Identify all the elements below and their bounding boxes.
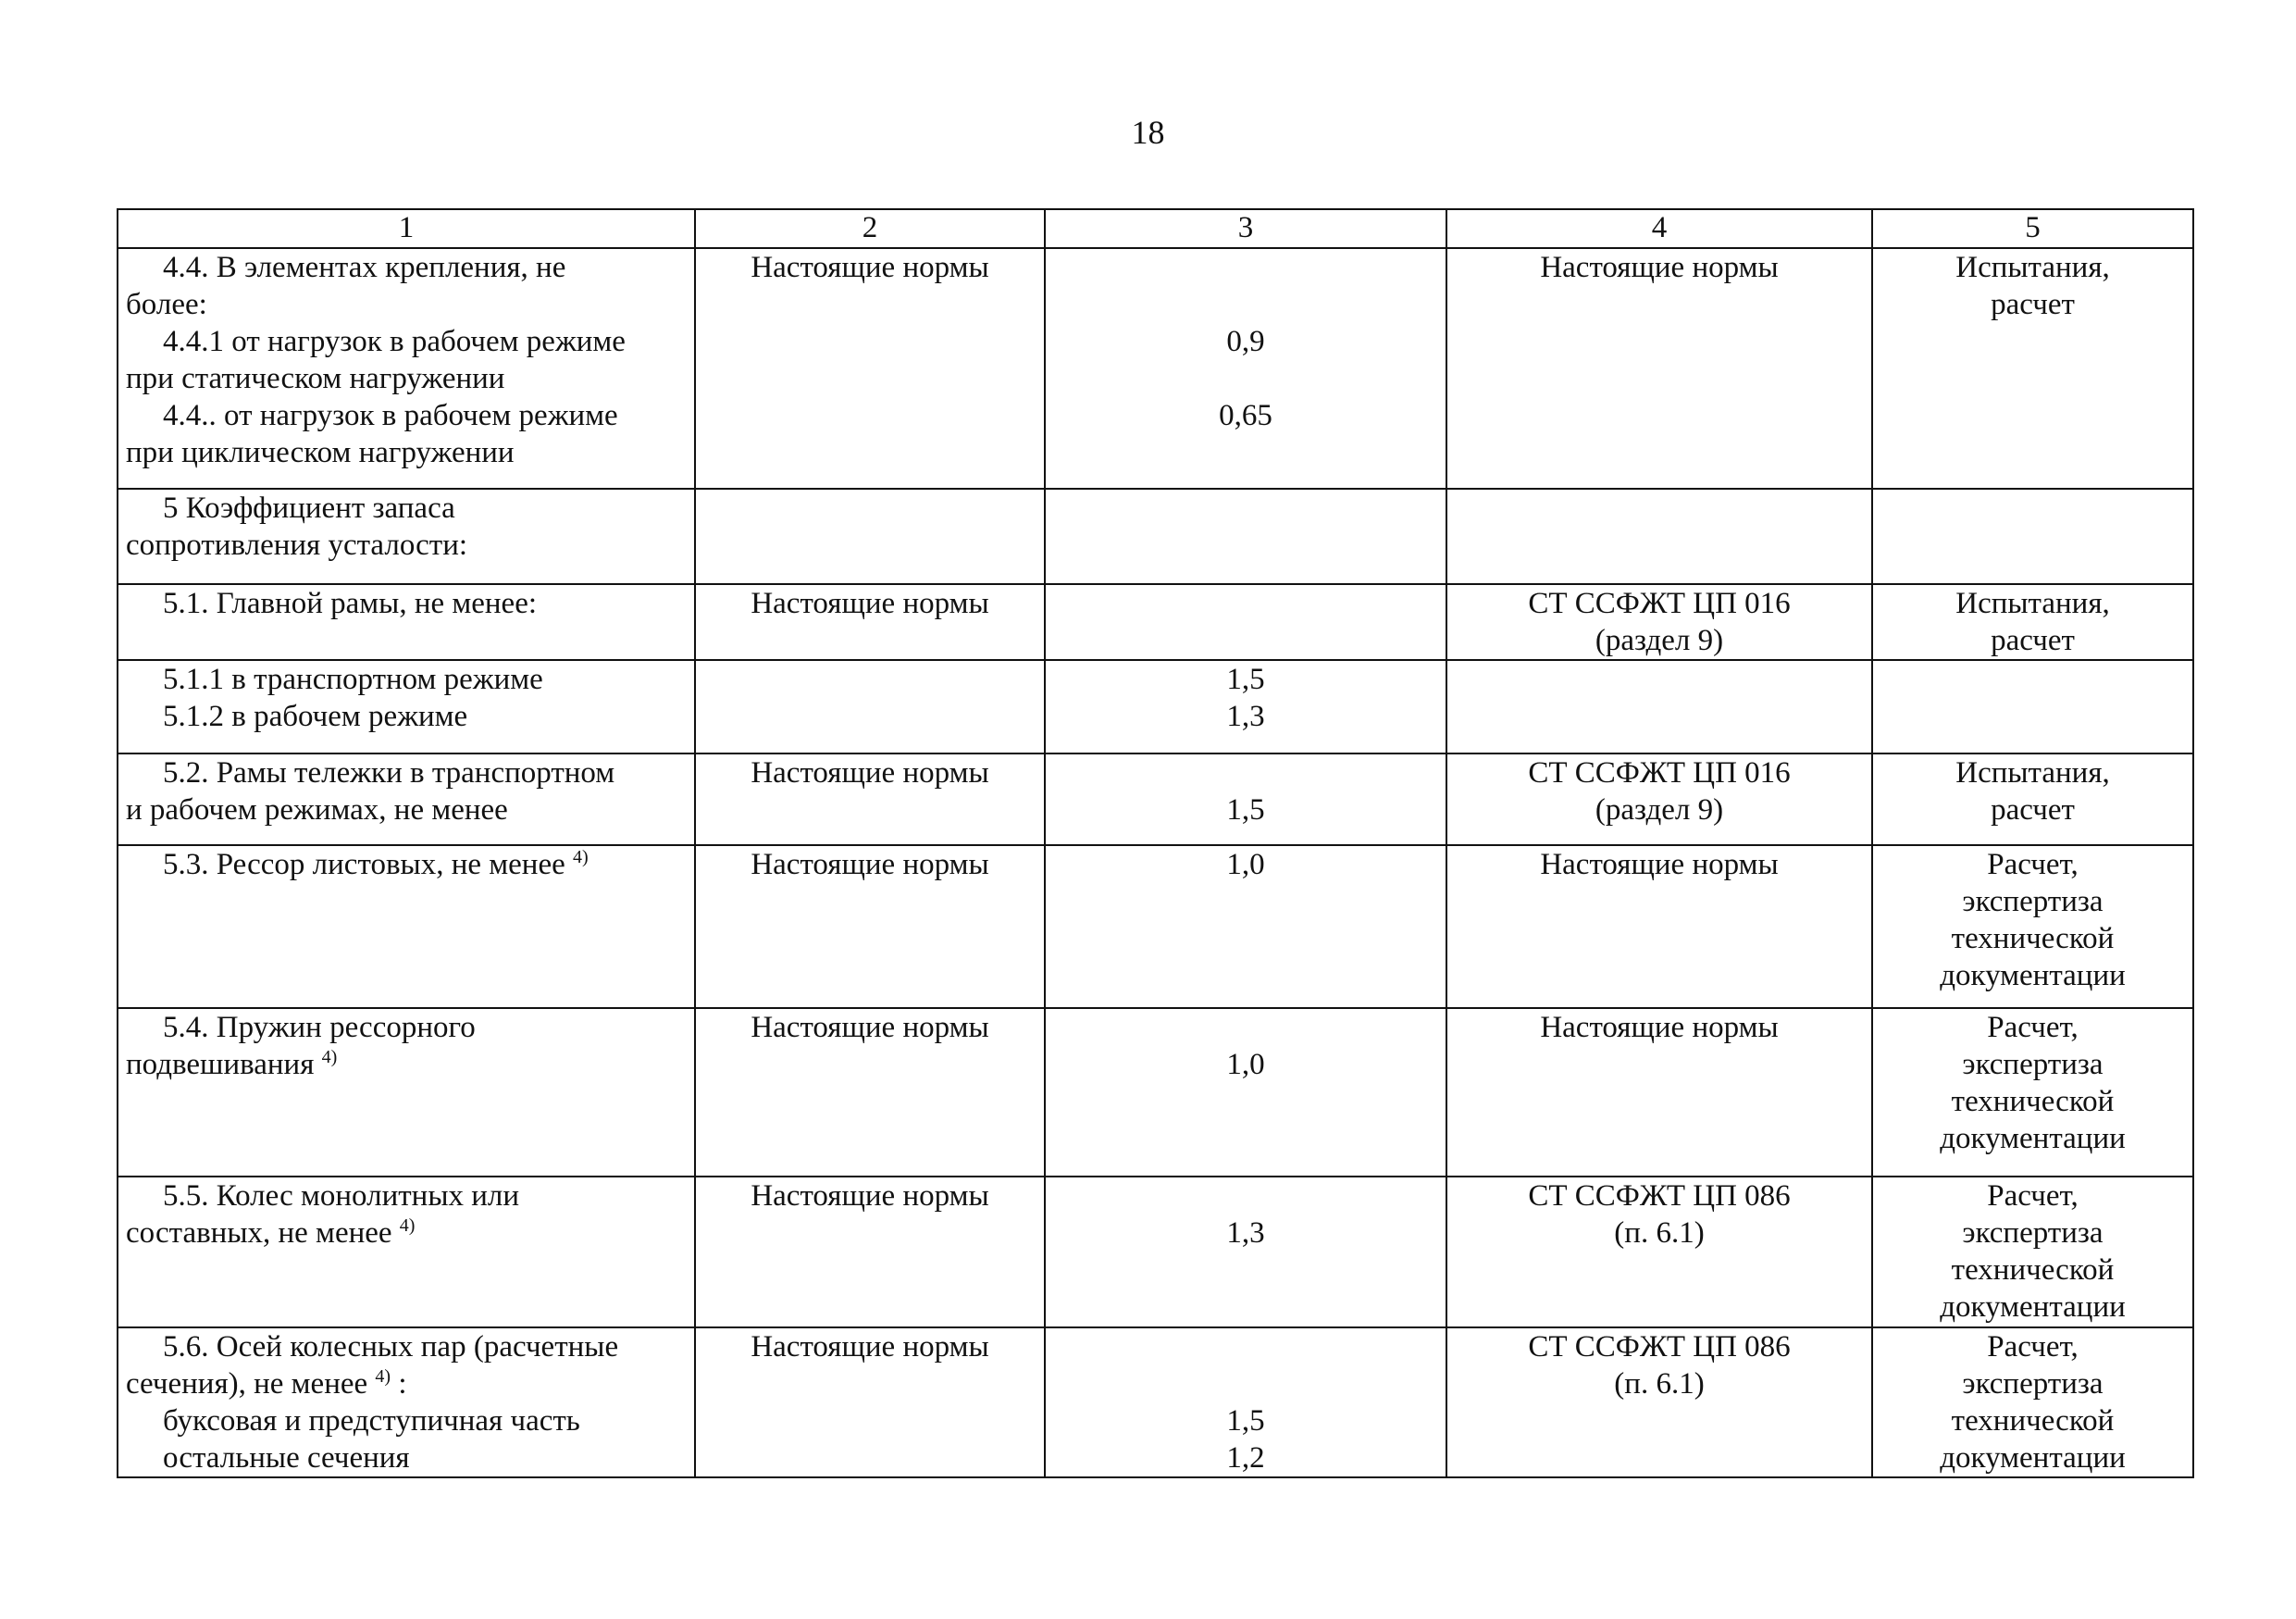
cell-line: 1,0 bbox=[1226, 848, 1265, 881]
cell-line bbox=[1053, 249, 1438, 286]
footnote-mark: 4) bbox=[321, 1047, 338, 1067]
cell-line: Настоящие нормы bbox=[751, 1011, 989, 1044]
cell-line bbox=[1053, 360, 1438, 397]
cell-line: 4.4.1 от нагрузок в рабочем режиме bbox=[163, 325, 626, 358]
cell-line: технической bbox=[1951, 1085, 2115, 1118]
cell-line bbox=[1053, 754, 1438, 791]
cell-line: 0,9 bbox=[1226, 325, 1265, 358]
cell-line: технической bbox=[1951, 1404, 2115, 1438]
parameter-cell bbox=[118, 584, 695, 660]
cell-line: (раздел 9) bbox=[1595, 793, 1724, 827]
cell-line: экспертиза bbox=[1962, 1216, 2104, 1250]
cell-line: Расчет, bbox=[1987, 848, 2079, 881]
cell-line: 5.5. Колес монолитных или bbox=[163, 1179, 520, 1213]
footnote-mark: 4) bbox=[375, 1366, 391, 1387]
parameter-cell bbox=[118, 660, 695, 753]
cell-line bbox=[1053, 1365, 1438, 1402]
table-row bbox=[118, 1177, 2193, 1327]
reference-cell bbox=[1446, 1177, 1872, 1327]
parameter-cell bbox=[118, 1327, 695, 1477]
value-cell bbox=[1045, 248, 1446, 489]
cell-line: Настоящие нормы bbox=[751, 251, 989, 284]
header-cell: 5 bbox=[1872, 209, 2193, 248]
reference-cell bbox=[1446, 1327, 1872, 1477]
value-cell bbox=[1045, 1177, 1446, 1327]
method-cell bbox=[1872, 584, 2193, 660]
cell-line: 1,5 bbox=[1226, 663, 1265, 696]
table-row bbox=[118, 584, 2193, 660]
cell-line: 1,0 bbox=[1226, 1048, 1265, 1081]
cell-line bbox=[126, 1046, 687, 1083]
source-cell bbox=[695, 1177, 1045, 1327]
cell-line: Расчет, bbox=[1987, 1330, 2079, 1364]
cell-line: 1,3 bbox=[1226, 700, 1265, 733]
cell-line: документации bbox=[1940, 1290, 2126, 1324]
cell-line: расчет bbox=[1991, 288, 2075, 321]
parameter-cell bbox=[118, 753, 695, 845]
reference-cell bbox=[1446, 248, 1872, 489]
method-cell bbox=[1872, 489, 2193, 584]
cell-line bbox=[126, 846, 687, 883]
table-row bbox=[118, 660, 2193, 753]
source-cell bbox=[695, 845, 1045, 1008]
parameter-cell bbox=[118, 1177, 695, 1327]
table-row bbox=[118, 1008, 2193, 1177]
cell-text: сечения), не менее bbox=[126, 1367, 368, 1401]
source-cell bbox=[695, 248, 1045, 489]
footnote-mark: 4) bbox=[573, 847, 589, 867]
cell-line: при статическом нагружении bbox=[126, 362, 505, 395]
parameter-cell bbox=[118, 845, 695, 1008]
method-cell bbox=[1872, 248, 2193, 489]
reference-cell bbox=[1446, 845, 1872, 1008]
cell-line: 0,65 bbox=[1219, 399, 1272, 432]
method-cell bbox=[1872, 1008, 2193, 1177]
cell-line: Испытания, bbox=[1955, 587, 2110, 620]
cell-line: сопротивления усталости: bbox=[126, 529, 468, 562]
cell-line: 1,3 bbox=[1226, 1216, 1265, 1250]
table-row bbox=[118, 489, 2193, 584]
value-cell bbox=[1045, 1008, 1446, 1177]
value-cell bbox=[1045, 584, 1446, 660]
cell-line: 4.4.. от нагрузок в рабочем режиме bbox=[163, 399, 618, 432]
header-cell: 1 bbox=[118, 209, 695, 248]
cell-line: Настоящие нормы bbox=[1540, 848, 1779, 881]
parameter-cell bbox=[118, 248, 695, 489]
cell-line: Настоящие нормы bbox=[751, 587, 989, 620]
cell-line: технической bbox=[1951, 1253, 2115, 1287]
page-number: 18 bbox=[1131, 114, 1165, 151]
method-cell bbox=[1872, 1177, 2193, 1327]
cell-line: экспертиза bbox=[1962, 885, 2104, 918]
norms-table bbox=[117, 208, 2194, 1478]
footnote-mark: 4) bbox=[399, 1215, 416, 1236]
cell-line: экспертиза bbox=[1962, 1367, 2104, 1401]
value-cell bbox=[1045, 489, 1446, 584]
cell-line: документации bbox=[1940, 959, 2126, 992]
cell-line: документации bbox=[1940, 1122, 2126, 1155]
cell-line: 1,2 bbox=[1226, 1441, 1265, 1475]
cell-line: технической bbox=[1951, 922, 2115, 955]
cell-line: (раздел 9) bbox=[1595, 624, 1724, 657]
value-cell bbox=[1045, 1327, 1446, 1477]
reference-cell bbox=[1446, 584, 1872, 660]
value-cell bbox=[1045, 660, 1446, 753]
method-cell bbox=[1872, 1327, 2193, 1477]
cell-line: при циклическом нагружении bbox=[126, 436, 515, 469]
cell-line bbox=[1053, 1328, 1438, 1365]
reference-cell bbox=[1446, 660, 1872, 753]
source-cell bbox=[695, 584, 1045, 660]
cell-line: Настоящие нормы bbox=[1540, 251, 1779, 284]
table-row bbox=[118, 1327, 2193, 1477]
reference-cell bbox=[1446, 1008, 1872, 1177]
cell-line: (п. 6.1) bbox=[1614, 1367, 1705, 1401]
table-row bbox=[118, 248, 2193, 489]
source-cell bbox=[695, 1327, 1045, 1477]
header-cell: 4 bbox=[1446, 209, 1872, 248]
reference-cell bbox=[1446, 753, 1872, 845]
cell-line: Испытания, bbox=[1955, 251, 2110, 284]
cell-line: расчет bbox=[1991, 624, 2075, 657]
method-cell bbox=[1872, 845, 2193, 1008]
cell-line: Настоящие нормы bbox=[1540, 1011, 1779, 1044]
header-cell: 3 bbox=[1045, 209, 1446, 248]
cell-line: остальные сечения bbox=[163, 1441, 410, 1475]
cell-line: Настоящие нормы bbox=[751, 1179, 989, 1213]
cell-line: документации bbox=[1940, 1441, 2126, 1475]
cell-line: экспертиза bbox=[1962, 1048, 2104, 1081]
source-cell bbox=[695, 1008, 1045, 1177]
source-cell bbox=[695, 489, 1045, 584]
cell-line: Настоящие нормы bbox=[751, 848, 989, 881]
table-row bbox=[118, 845, 2193, 1008]
cell-line: буксовая и предступичная часть bbox=[163, 1404, 580, 1438]
cell-line bbox=[1053, 286, 1438, 323]
parameter-cell bbox=[118, 489, 695, 584]
cell-line: расчет bbox=[1991, 793, 2075, 827]
header-cell: 2 bbox=[695, 209, 1045, 248]
cell-line: СТ ССФЖТ ЦП 086 bbox=[1528, 1330, 1791, 1364]
cell-line: Испытания, bbox=[1955, 756, 2110, 790]
parameter-cell bbox=[118, 1008, 695, 1177]
cell-text: подвешивания bbox=[126, 1048, 315, 1081]
cell-line bbox=[1053, 1009, 1438, 1046]
source-cell bbox=[695, 660, 1045, 753]
cell-line: Настоящие нормы bbox=[751, 756, 989, 790]
cell-line: СТ ССФЖТ ЦП 086 bbox=[1528, 1179, 1791, 1213]
table-header-row bbox=[118, 209, 2193, 248]
cell-text: : bbox=[391, 1367, 407, 1401]
cell-line: 5.6. Осей колесных пар (расчетные bbox=[163, 1330, 619, 1364]
cell-line: Настоящие нормы bbox=[751, 1330, 989, 1364]
cell-line: 1,5 bbox=[1226, 793, 1265, 827]
value-cell bbox=[1045, 753, 1446, 845]
cell-line: 5 Коэффициент запаса bbox=[163, 492, 455, 525]
cell-line: СТ ССФЖТ ЦП 016 bbox=[1528, 756, 1791, 790]
reference-cell bbox=[1446, 489, 1872, 584]
cell-line bbox=[126, 1365, 687, 1402]
cell-line: Расчет, bbox=[1987, 1011, 2079, 1044]
cell-line: Расчет, bbox=[1987, 1179, 2079, 1213]
cell-line: 5.1.1 в транспортном режиме bbox=[163, 663, 543, 696]
cell-line: 1,5 bbox=[1226, 1404, 1265, 1438]
cell-line bbox=[126, 1214, 687, 1252]
cell-line: 5.4. Пружин рессорного bbox=[163, 1011, 476, 1044]
value-cell bbox=[1045, 845, 1446, 1008]
cell-line: 5.1. Главной рамы, не менее: bbox=[163, 587, 538, 620]
cell-text: составных, не менее bbox=[126, 1216, 392, 1250]
cell-line: более: bbox=[126, 288, 207, 321]
cell-line bbox=[1053, 1177, 1438, 1214]
cell-line: (п. 6.1) bbox=[1614, 1216, 1705, 1250]
cell-text: 5.3. Рессор листовых, не менее bbox=[163, 848, 565, 881]
method-cell bbox=[1872, 660, 2193, 753]
cell-line: 4.4. В элементах крепления, не bbox=[163, 251, 566, 284]
method-cell bbox=[1872, 753, 2193, 845]
cell-line: СТ ССФЖТ ЦП 016 bbox=[1528, 587, 1791, 620]
cell-line: и рабочем режимах, не менее bbox=[126, 793, 508, 827]
cell-line: 5.1.2 в рабочем режиме bbox=[163, 700, 468, 733]
source-cell bbox=[695, 753, 1045, 845]
table-row bbox=[118, 753, 2193, 845]
cell-line: 5.2. Рамы тележки в транспортном bbox=[163, 756, 615, 790]
